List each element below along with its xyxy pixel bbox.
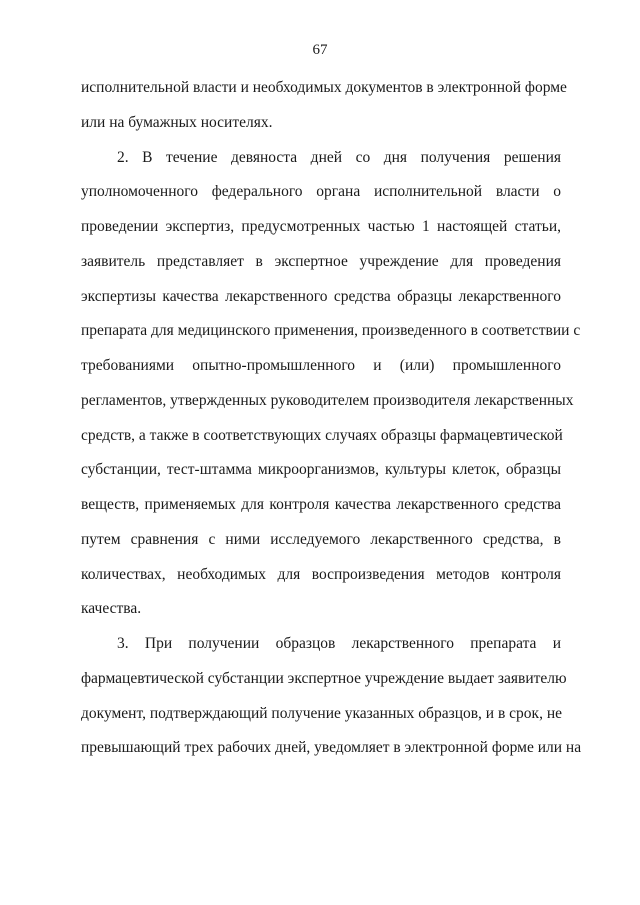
text-line: фармацевтической субстанции экспертное учреждение выдает заявителю [81, 670, 567, 687]
text-line: субстанции, тест-штамма микроорганизмов, культуры клеток, образцы [81, 461, 561, 478]
text-line: препарата для медицинского применения, произведенного в соответствии с [81, 322, 581, 339]
text-line: проведении экспертиз, предусмотренных частью 1 настоящей статьи, [81, 218, 561, 235]
text-line: регламентов, утвержденных руководителем производителя лекарственных [81, 392, 574, 409]
text-line: или на бумажных носителях. [81, 114, 273, 131]
text-line: качества. [81, 600, 142, 617]
text-line: уполномоченного федерального органа исполнительной власти о [81, 183, 561, 200]
text-line: превышающий трех рабочих дней, уведомляет в электронной форме или на [81, 739, 582, 756]
text-line: путем сравнения с ними исследуемого лекарственного средства, в [81, 531, 561, 548]
text-line: веществ, применяемых для контроля качества лекарственного средства [81, 496, 561, 513]
text-line: документ, подтверждающий получение указанных образцов, и в срок, не [81, 705, 563, 722]
text-line: исполнительной власти и необходимых документов в электронной форме [81, 79, 567, 96]
text-line: заявитель представляет в экспертное учреждение для проведения [81, 253, 561, 270]
text-line: средств, а также в соответствующих случаях образцы фармацевтической [81, 427, 563, 444]
text-line: экспертизы качества лекарственного средства образцы лекарственного [81, 288, 561, 305]
text-line: требованиями опытно-промышленного и (или) промышленного [81, 357, 561, 374]
paragraph-3-first-line: 3. При получении образцов лекарственного препарата и [117, 635, 561, 652]
text-line: количествах, необходимых для воспроизведения методов контроля [81, 566, 561, 583]
page-number: 67 [312, 42, 328, 58]
paragraph-2-first-line: 2. В течение девяноста дней со дня получения решения [117, 149, 561, 166]
